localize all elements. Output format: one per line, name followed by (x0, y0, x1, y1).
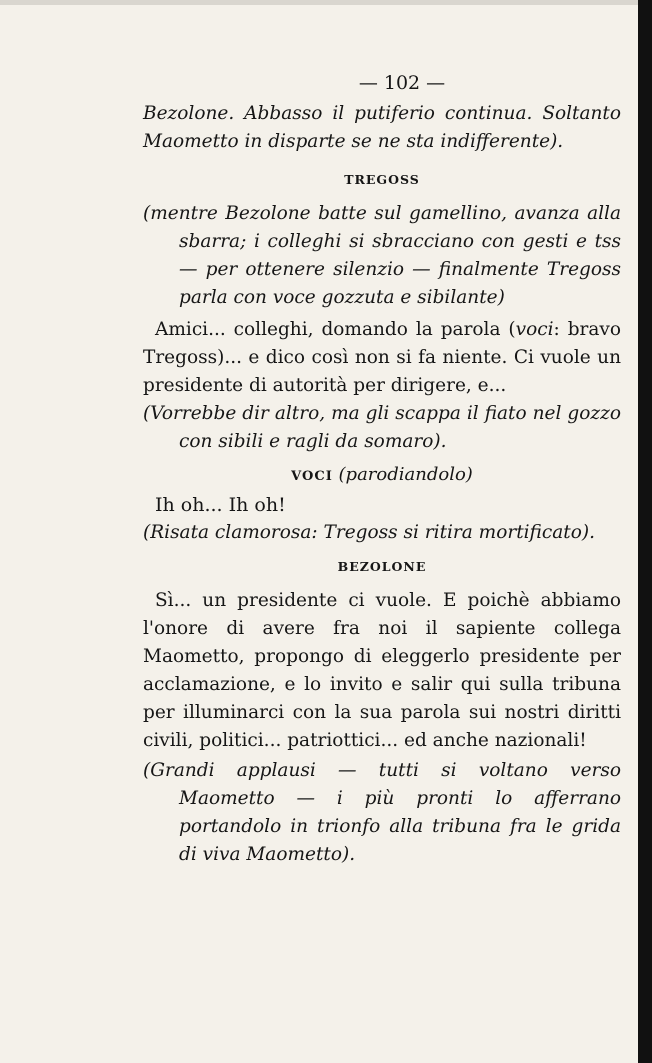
stage-direction: (parodiandolo) (338, 464, 473, 485)
dialogue-text: : bravo Tregoss)... e dico così non si fa niente. Ci vuole un presidente di autorità per dirigere, e... (143, 319, 622, 396)
scan-edge-right (638, 0, 652, 1063)
page-text (143, 72, 621, 869)
stage-direction: (mentre Bezolone batte sul gamellino, avanza alla sbarra; i colleghi si sbracciano con gesti e tss — per ottenere silenzio — finalmente Tregoss parla con voce gozzuta e sibilante) (143, 203, 621, 308)
stage-direction: (Grandi applausi — tutti si voltano verso Maometto — i più pronti lo afferrano portandolo in trionfo alla tribuna fra le grida di viva Maometto). (143, 760, 621, 865)
speaker-name: VOCI (291, 469, 333, 484)
stage-direction: (Vorrebbe dir altro, ma gli scappa il fiato nel gozzo con sibili e ragli da somaro). (143, 403, 621, 452)
voci-interjection: voci (515, 319, 554, 340)
stage-direction: (Risata clamorosa: Tregoss si ritira mortificato). (143, 522, 595, 543)
dialogue (143, 316, 621, 400)
speaker-line (143, 464, 621, 485)
dialogue: Ih oh... Ih oh! (155, 494, 286, 516)
speaker-name: BEZOLONE (337, 559, 427, 574)
dialogue-text: Amici... colleghi, domando la parola ( (155, 319, 516, 340)
speaker-name: TREGOSS (344, 172, 420, 187)
dialogue: Sì... un presidente ci vuole. E poichè abbiamo l'onore di avere fra noi il sapiente collega Maometto, propongo di eleggerlo presidente per acclamazione, e lo invito e salir qui sulla tribuna per illuminarci con la sua parola sui nostri diritti civili, politici... patriottici... ed anche nazionali! (143, 590, 621, 751)
scan-edge-top (0, 0, 652, 5)
stage-direction: Bezolone. Abbasso il putiferio continua. Soltanto Maometto in disparte se ne sta indifferente). (143, 103, 621, 152)
page-number: — 102 — (358, 72, 446, 94)
